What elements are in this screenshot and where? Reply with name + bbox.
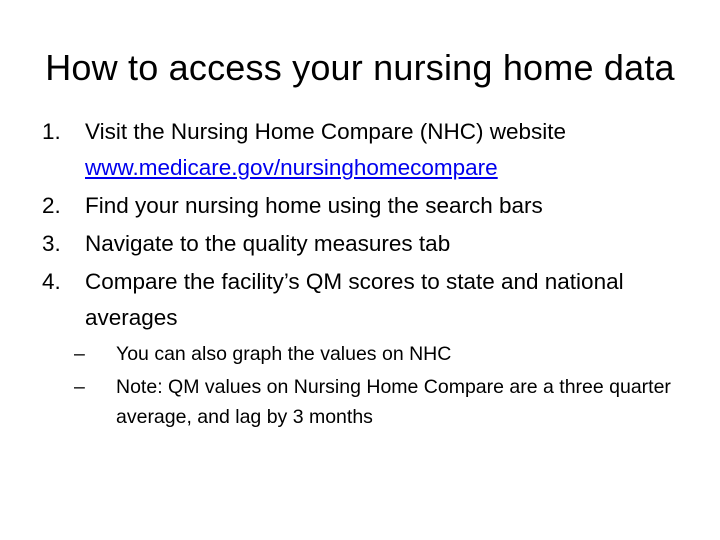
list-item-text: Compare the facility’s QM scores to state and national averages	[85, 269, 624, 330]
sub-list-item-text: Note: QM values on Nursing Home Compare are a three quarter average, and lag by 3 months	[116, 376, 671, 428]
nhc-website-link[interactable]: www.medicare.gov/nursinghomecompare	[85, 155, 498, 180]
list-item-4	[42, 264, 682, 336]
list-number: 3.	[42, 231, 61, 256]
list-item-text: Visit the Nursing Home Compare (NHC) website	[85, 119, 566, 144]
list-number: 4.	[42, 269, 61, 294]
list-item-2	[42, 188, 682, 224]
slide-body	[42, 114, 682, 432]
sub-list-item-2	[42, 372, 682, 432]
list-number: 2.	[42, 193, 61, 218]
slide-title: How to access your nursing home data	[45, 47, 675, 88]
dash-bullet: –	[74, 343, 85, 365]
list-item-3	[42, 226, 682, 262]
sub-list-item-1	[42, 339, 682, 369]
list-item-text: Navigate to the quality measures tab	[85, 231, 451, 256]
sub-list-item-text: You can also graph the values on NHC	[116, 343, 452, 365]
list-number: 1.	[42, 119, 61, 144]
list-item-1	[42, 114, 682, 186]
dash-bullet: –	[74, 376, 85, 398]
list-item-text: Find your nursing home using the search bars	[85, 193, 543, 218]
